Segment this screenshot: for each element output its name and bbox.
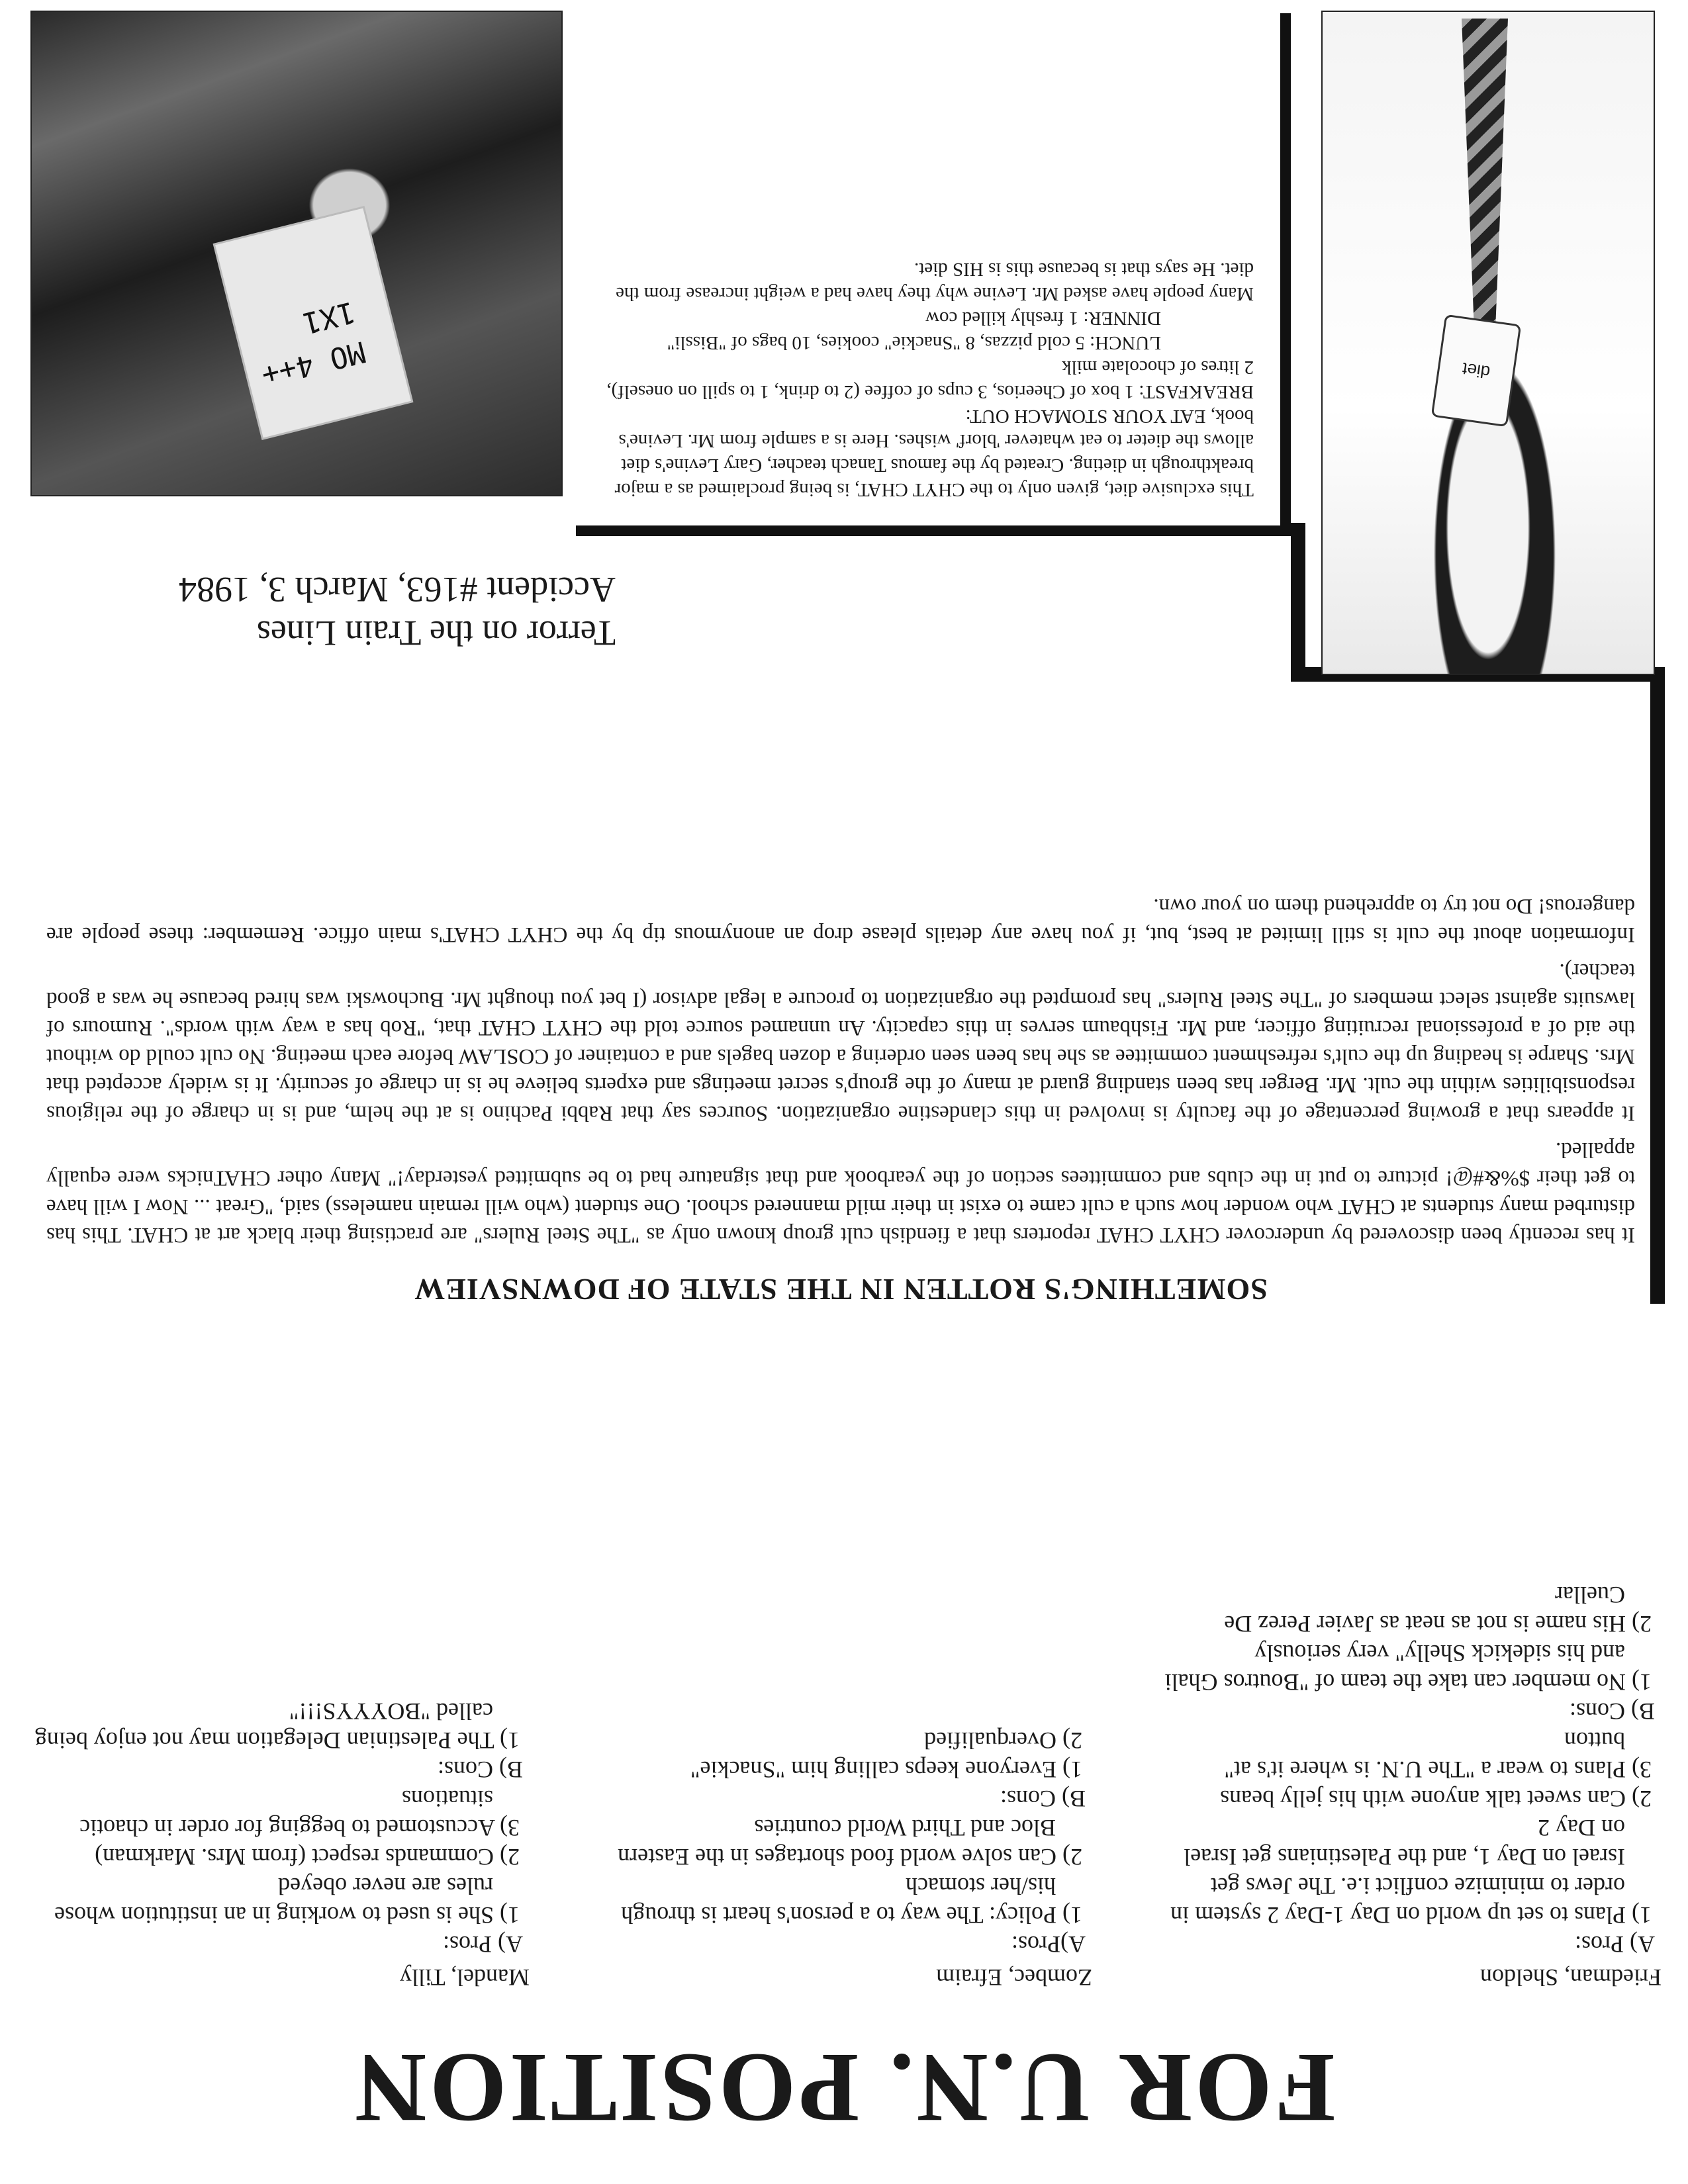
con-item: 2) Overqualified: [924, 1727, 1082, 1754]
con-item: 1) Everyone keeps calling him "Snackie": [690, 1756, 1082, 1783]
diet-outro: Many people have asked Mr. Levine why they have had a weight increase from the diet. He says that is because this is HIS diet.: [616, 259, 1254, 304]
caption-title: Terror on the Train Lines: [256, 614, 616, 653]
frame-rule-vertical: [1650, 668, 1665, 880]
pro-item: 2) Can solve world food shortages in the Eastern Bloc and Third World countries: [618, 1815, 1082, 1870]
candidate-name: Zombec, Efraim: [936, 1964, 1092, 1991]
cons-label: B) Cons:: [437, 1756, 523, 1783]
photo-caption: [33, 568, 616, 655]
diet-can: [1431, 314, 1522, 428]
diet-lunch: LUNCH: 5 cold pizzas, 8 "Snackie" cookies, 10 bags of "Bissli": [667, 332, 1161, 353]
diet-dinner: DINNER: 1 freshly killed cow: [925, 308, 1161, 329]
pro-item: 1) She is used to working in an institution whose rules are never obeyed: [54, 1873, 520, 1929]
con-item: 2) His name is not as neat as Javier Perez De Cuellar: [1224, 1582, 1652, 1637]
cons-label: B) Cons:: [1569, 1698, 1655, 1725]
diet-breakfast: BREAKFAST: 1 box of Cheerios, 3 cups of coffee (2 to drink, 1 to spill on oneself), 2 litres of chocolate milk: [606, 357, 1254, 402]
pros-label: A)Pros:: [1011, 1931, 1086, 1958]
diet-intro: This exclusive diet, given only to the CHYT CHAT, is being proclaimed as a major breakthrough in dieting. Created by the famous Tanach teacher, Gary Levine's diet allows the dieter to eat whatever 'blorf' wishes. Here is a sample from Mr. Levine's book, EAT YOUR STOMACH OUT:: [614, 406, 1254, 500]
cons-label: B) Cons:: [1000, 1786, 1086, 1812]
candidate-column-zombec: [589, 1726, 1092, 1992]
train-accident-photo: [30, 11, 563, 496]
pros-label: A) Pros:: [442, 1931, 523, 1958]
article-paragraph: It has recently been discovered by undercover CHYT CHAT reporters that a fiendish cult group known only as "The Steel Rulers" are practising their black art at CHAT. This has disturbed many students at CHAT who wonder how such a cult came to exist in their mild mannered school. One student (who will remain nameless) said, "Great ... Now I will have to get their $%&#@! picture to put in the clubs and committees section of the yearbook and that signature had to be submitted yesterday!" Many other CHATnicks were equally appalled.: [46, 1138, 1635, 1247]
pro-item: 1) Policy: The way to a person's heart is through his/her stomach: [621, 1873, 1082, 1929]
candidate-column-mandel: [26, 1697, 530, 1992]
diet-box: [576, 13, 1291, 536]
article-paragraph: Information about the cult is still limited at best, but, if you have any details please drop an anonymous tip by the CHYT CHAT's main office. Remember: these people are dangerous! Do not try to apprehend them on your own.: [46, 894, 1635, 946]
con-item: 1) The Palestinian Delegation may not enjoy being called "BOYYYS!!!": [34, 1698, 520, 1754]
un-position-section: [26, 1317, 1662, 2144]
candidate-name: Mandel, Tilly: [399, 1964, 530, 1991]
article-paragraph: It appears that a growing percentage of the faculty is involved in this clandestine organization. Sources say that Rabbi Pachino is at the helm, and is in charge of the religious responsibilities within the cult. Mr. Berger has been standing guard at many of the group's secret meetings and experts believe he is in charge of security. It is widely accepted that Mrs. Sharpe is heading up the cult's refreshment committee as she has been seen ordering a dozen bagels and a container of COSLAW before each meeting. No cult could do without the aid of a professional recruiting officer, and Mr. Fishbaum serves in this capacity. An unnamed source told the CHYT CHAT that, "Rob has a way with words". Rumours of lawsuits against select members of "The Steel Rulers" has prompted the organization to procure a legal advisor (I bet you thought Mr. Buchowski was hired because he was a good teacher).: [46, 959, 1635, 1125]
pro-item: 3) Accustomed to begging for order in chaotic situations: [79, 1786, 520, 1841]
can-label: diet: [1461, 359, 1491, 383]
article-headline: SOMETHING'S ROTTEN IN THE STATE OF DOWNSVIEW: [414, 1273, 1268, 1306]
caption-subtitle: Accident #163, March 3, 1984: [179, 570, 616, 610]
handwritten-sign: [215, 208, 411, 438]
sign-text: MO 4++ 1X1: [258, 295, 369, 393]
pro-item: 2) Can sweet talk anyone with his jelly beans: [1220, 1786, 1652, 1812]
candidate-name: Friedman, Sheldon: [1480, 1964, 1662, 1991]
candidate-column-friedman: [1158, 1580, 1662, 1992]
pro-item: 3) Plans to wear a "The U.N. is where it's at" button: [1224, 1727, 1652, 1783]
teacher-photo: [1321, 11, 1655, 675]
un-position-title: FOR U.N. POSITION: [352, 2033, 1336, 2143]
con-item: 1) No member can take the team of "Boutros Ghali and his sidekick Shelly" very seriously: [1164, 1640, 1652, 1696]
pros-label: A) Pros:: [1574, 1931, 1655, 1958]
tie-graphic: [1462, 19, 1508, 363]
pro-item: 2) Commands respect (from Mrs. Markman): [95, 1844, 520, 1870]
frame-rule-vertical: [1650, 841, 1665, 1304]
pro-item: 1) Plans to set up world on Day 1-Day 2 system in order to minimize conflict i.e. The Jews get Israel on Day 1, and the Palestinians get Israel on Day 2: [1170, 1815, 1652, 1929]
cult-article: [46, 884, 1635, 1304]
frame-rule-vertical: [1291, 523, 1305, 682]
